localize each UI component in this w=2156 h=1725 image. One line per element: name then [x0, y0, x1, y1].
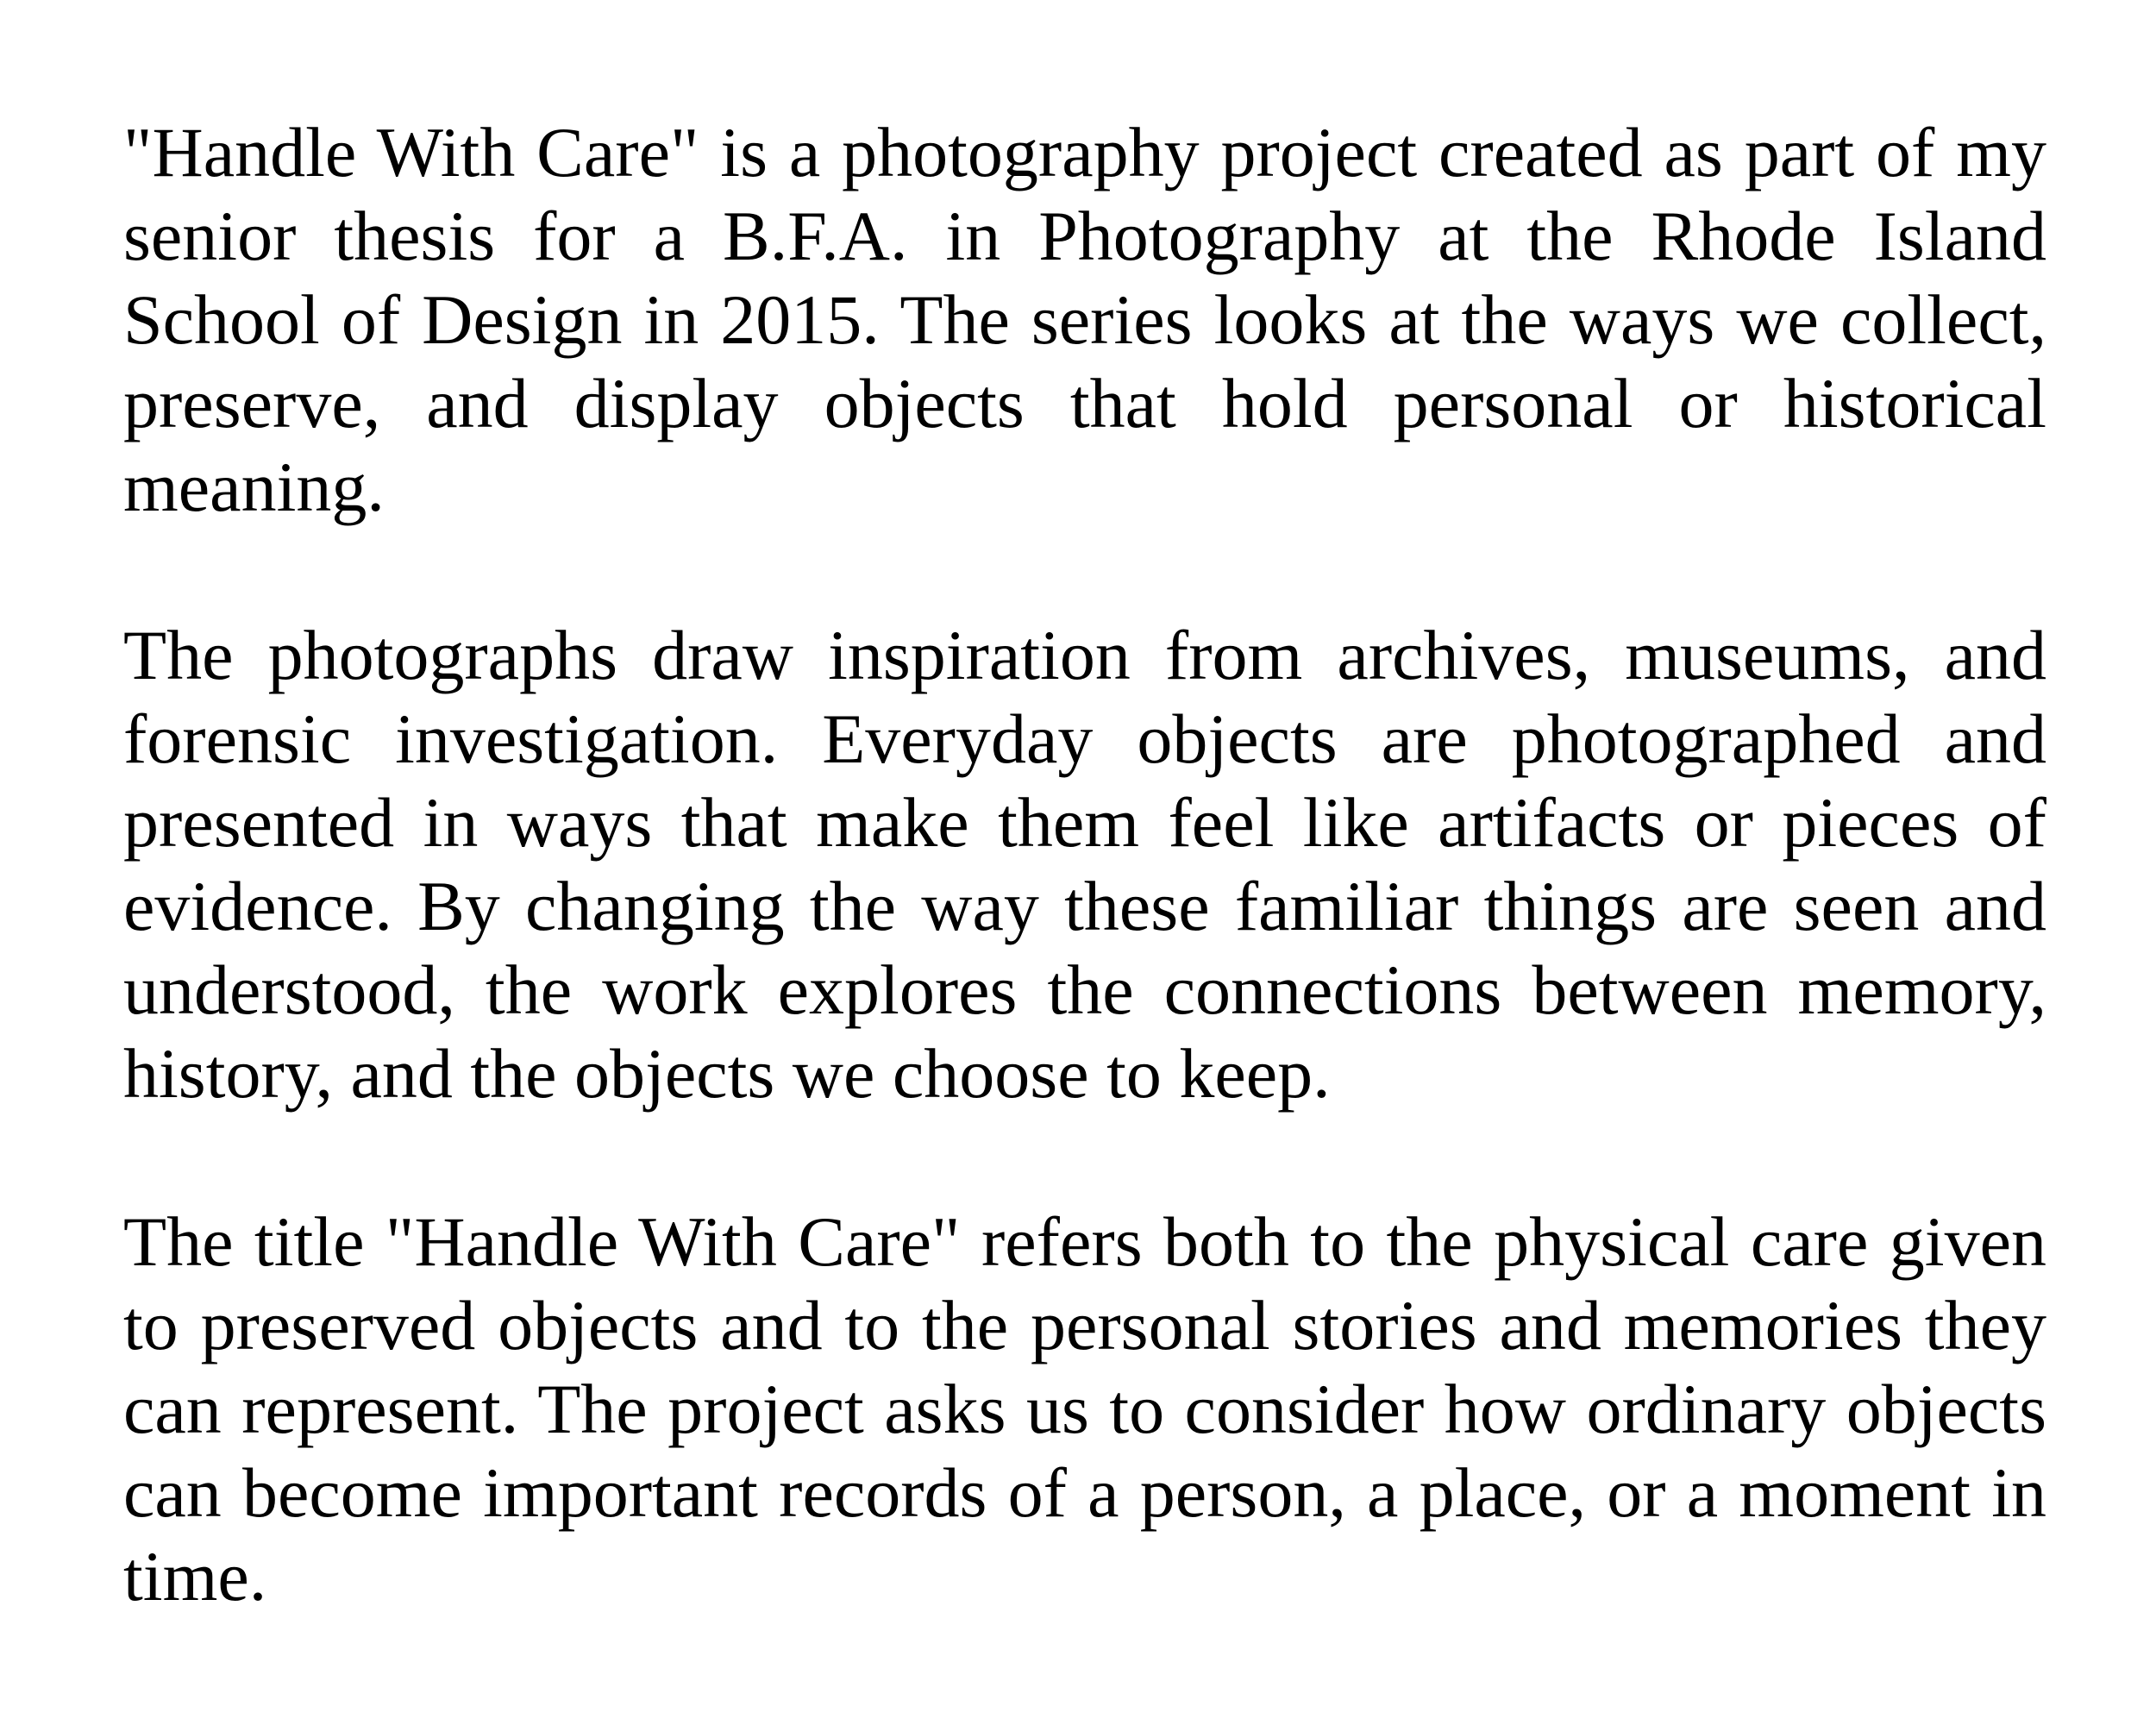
paragraph-intro: "Handle With Care" is a photography project created as part of my senior thesis for a B.F.A. in Photography at the Rhode Island School of Design in 2015. The series looks at the ways we collect, preserve, and display objects that hold personal or historical meaning.: [123, 113, 2046, 526]
paragraph-title-meaning: The title "Handle With Care" refers both to the physical care given to preserved objects and to the personal stories and memories they can represent. The project asks us to consider how ordinary objects can become important records of a person, a place, or a moment in time.: [123, 1202, 2046, 1615]
paragraph-inspiration: The photographs draw inspiration from archives, museums, and forensic investigation. Everyday objects are photographed and presented in ways that make them feel like artifacts or pieces of evidence. By changing the way these familiar things are seen and understood, the work explores the connections between memory, history, and the objects we choose to keep.: [123, 616, 2046, 1113]
document-body: [123, 110, 2046, 1703]
